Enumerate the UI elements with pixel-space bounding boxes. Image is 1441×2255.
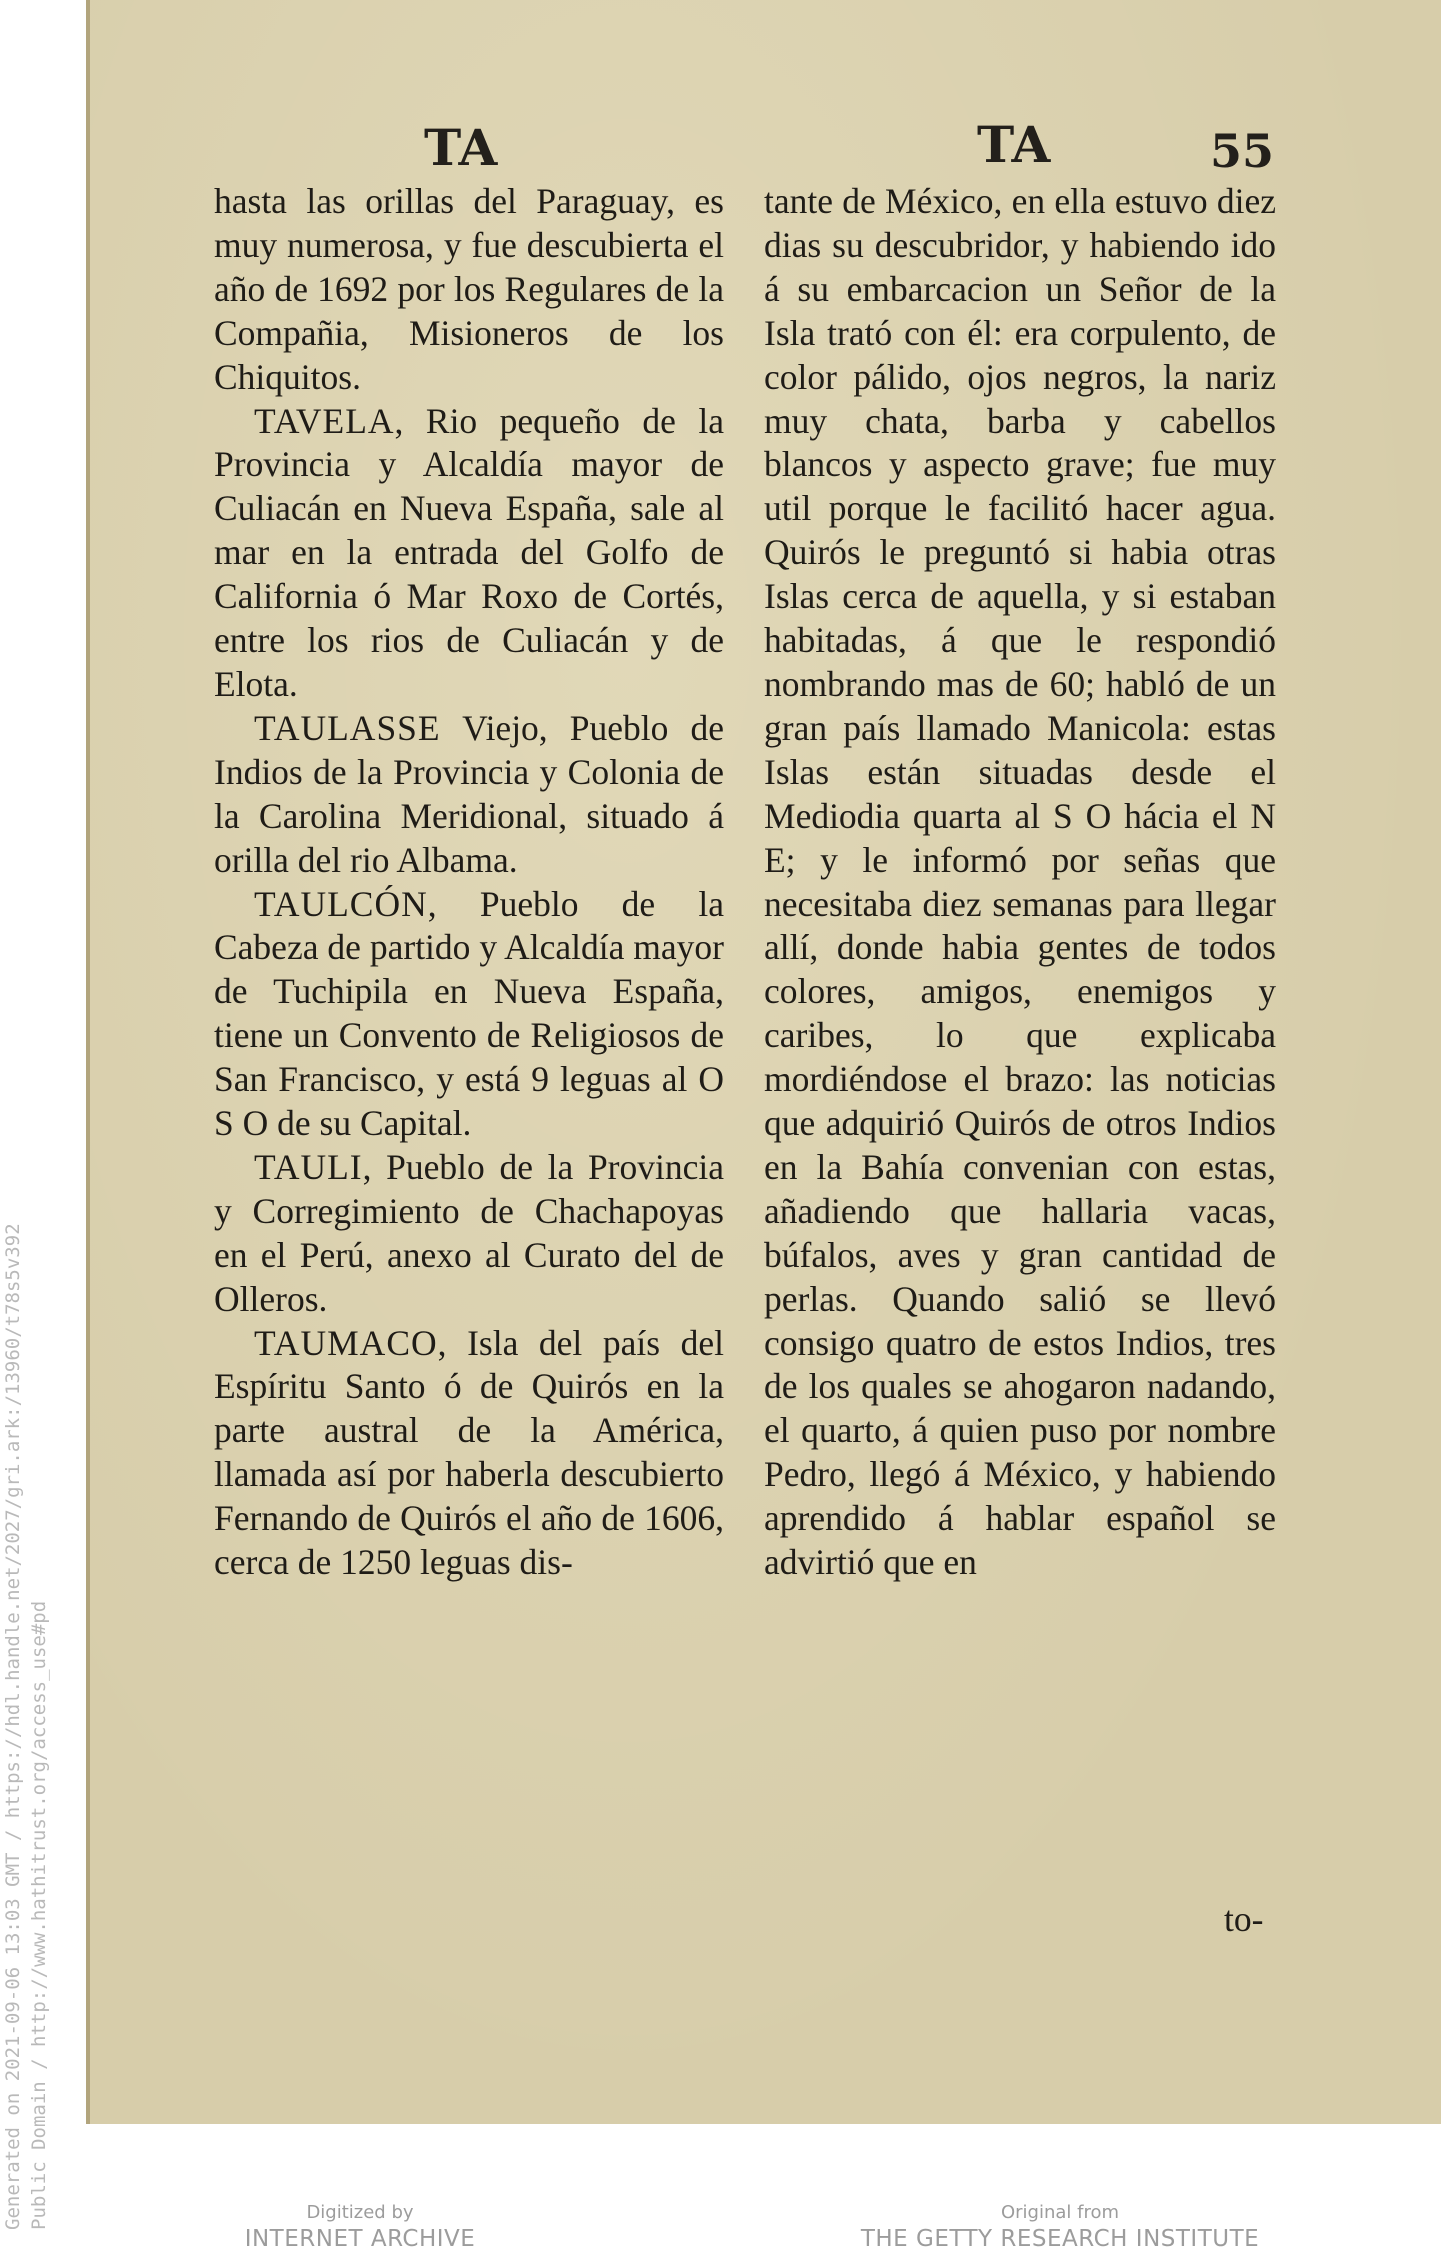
entry-headword: TAULI — [254, 1146, 363, 1187]
left-column — [214, 180, 724, 1585]
entry-headword: TAUMACO — [254, 1322, 438, 1363]
entry-tauli: TAULI, Pueblo de la Provincia y Corregimiento de Chachapoyas en el Perú, anexo al Curato del de Olleros. — [214, 1146, 724, 1319]
catchword: to- — [1224, 1899, 1264, 1939]
entry-headword: TAVELA — [254, 400, 395, 441]
provenance-sidebar — [0, 1080, 52, 2230]
right-running-head: TA — [977, 115, 1051, 174]
digitized-by: Digitized by INTERNET ARCHIVE — [160, 2202, 560, 2254]
entry-headword: TAULCÓN — [254, 883, 428, 924]
generation-stamp: Generated on 2021-09-06 13:03 GMT / https://hdl.handle.net/2027/gri.ark:/13960/t78s5v392 — [2, 1223, 24, 2230]
paragraph-continuation: tante de México, en ella estuvo diez dias su descubridor, y habiendo ido á su embarcacion un Señor de la Isla trató con él: era corpulento, de color pálido, ojos negros, la nariz muy chata, barba y cabellos blancos y aspecto grave; fue muy util porque le facilitó hacer agua. Quirós le preguntó si habia otras Islas cerca de aquella, y si estaban habitadas, á que le respondió nombrando mas de 60; habló de un gran país llamado Manicola: estas Islas están situadas desde el Mediodia quarta al S O hácia el N E; y le informó por señas que necesitaba diez semanas para llegar allí, donde habia gentes de todos colores, amigos, enemigos y caribes, lo que explicaba mordiéndose el brazo: las noticias que adquirió Quirós de otros Indios en la Bahía convenian con estas, añadiendo que hallaria vacas, búfalos, aves y gran cantidad de perlas. Quando salió se llevó consigo quatro de estos Indios, tres de los quales se ahogaron nadando, el quarto, á quien puso por nombre Pedro, llegó á México, y habiendo aprendido á hablar español se advirtió que en — [764, 181, 1276, 1583]
entry-taulcon: TAULCÓN, Pueblo de la Cabeza de partido y Alcaldía mayor de Tuchipila en Nueva España, tiene un Convento de Religiosos de San Francisco, y está 9 leguas al O S O de su Capital. — [214, 883, 724, 1144]
internet-archive-label: INTERNET ARCHIVE — [244, 2226, 476, 2252]
rights-stamp: Public Domain / http://www.hathitrust.org/access_use#pd — [28, 1600, 50, 2230]
page-edge — [86, 0, 90, 2124]
original-from: Original from THE GETTY RESEARCH INSTITUTE — [850, 2202, 1270, 2254]
entry-taumaco: TAUMACO, Isla del país del Espíritu Santo ó de Quirós en la parte austral de la América, llamada así por haberla descubierto Fernando de Quirós el año de 1606, cerca de 1250 leguas dis- — [214, 1322, 724, 1583]
right-column — [764, 180, 1276, 1585]
left-running-head: TA — [424, 118, 498, 177]
page-number: 55 — [1210, 124, 1275, 178]
entry-taulasse: TAULASSE Viejo, Pueblo de Indios de la Provincia y Colonia de la Carolina Meridional, situado á orilla del rio Albama. — [214, 707, 724, 880]
paragraph-continuation: hasta las orillas del Paraguay, es muy numerosa, y fue descubierta el año de 1692 por los Regulares de la Compañia, Misioneros de los Chiquitos. — [214, 181, 724, 397]
getty-research-institute-label: THE GETTY RESEARCH INSTITUTE — [860, 2226, 1260, 2252]
entry-headword: TAULASSE — [254, 707, 441, 748]
entry-tavela: TAVELA, Rio pequeño de la Provincia y Alcaldía mayor de Culiacán en Nueva España, sale al mar en la entrada del Golfo de California ó Mar Roxo de Cortés, entre los rios de Culiacán y de Elota. — [214, 400, 724, 704]
